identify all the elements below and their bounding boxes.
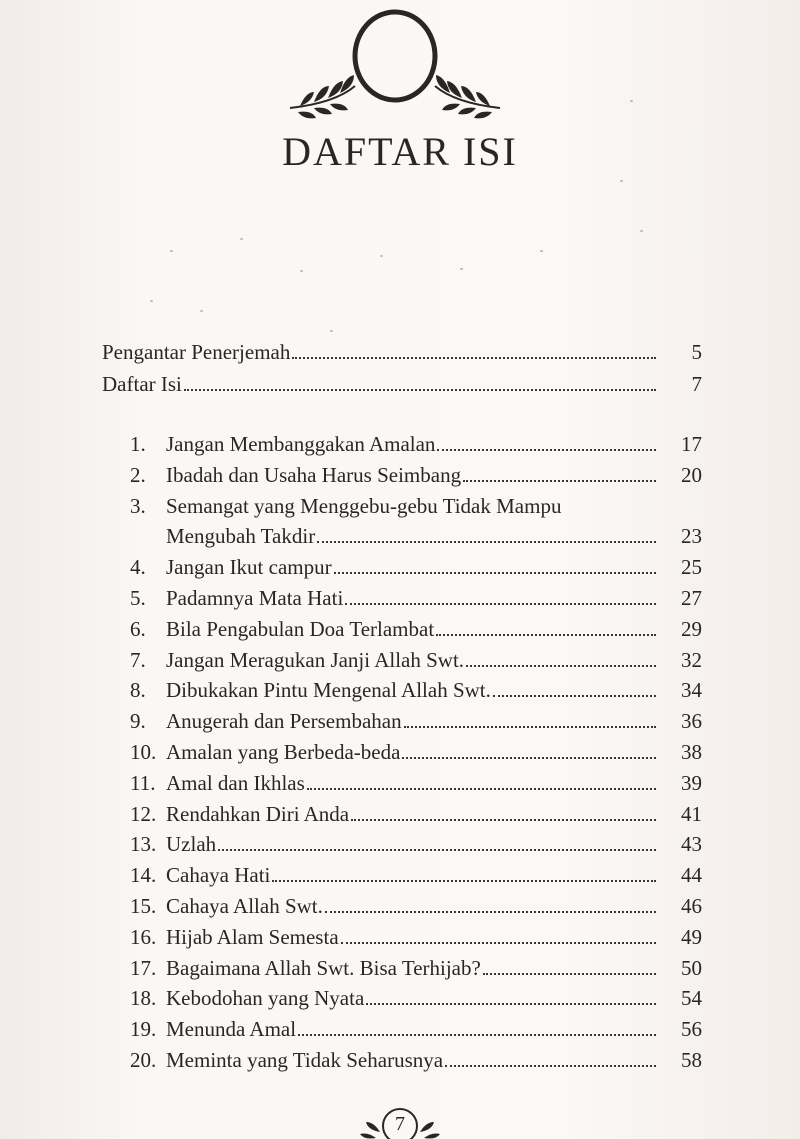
- toc-entry-title: Bagaimana Allah Swt. Bisa Terhijab?: [166, 955, 481, 980]
- toc-entry-page: 56: [681, 1017, 702, 1042]
- dot-leader: [463, 480, 656, 482]
- toc-entry-page: 41: [681, 801, 702, 826]
- toc-entry-title-continuation: Mengubah Takdir: [166, 524, 316, 549]
- toc-entry-title: Amal dan Ikhlas: [166, 770, 305, 795]
- toc-entry-number: 4.: [130, 555, 146, 580]
- toc-entry-page: 7: [691, 372, 702, 396]
- toc-entry-page: 50: [681, 955, 702, 980]
- toc-entry-number: 3.: [130, 493, 146, 518]
- toc-entry-number: 20.: [130, 1048, 157, 1072]
- toc-entry[interactable]: [130, 801, 702, 826]
- laurel-wreath-ornament-icon: [280, 8, 510, 128]
- toc-entry-page: 23: [681, 524, 702, 549]
- toc-entry-title: Ibadah dan Usaha Harus Seimbang: [166, 462, 462, 487]
- toc-entry[interactable]: [102, 374, 702, 395]
- dot-leader: [437, 449, 656, 451]
- toc-entry-title: Cahaya Hati: [166, 863, 271, 888]
- toc-entry-title: Jangan Meragukan Janji Allah Swt.: [166, 647, 465, 672]
- toc-entry-number: 2.: [130, 462, 146, 487]
- toc-entry[interactable]: [130, 955, 702, 980]
- dot-leader: [317, 541, 656, 543]
- dot-leader: [493, 695, 656, 697]
- toc-entry[interactable]: [130, 924, 702, 949]
- toc-entry-page: 38: [681, 740, 702, 764]
- toc-entry[interactable]: [130, 711, 702, 732]
- toc-entry-title: Meminta yang Tidak Seharusnya: [166, 1048, 444, 1072]
- dot-leader: [334, 572, 656, 574]
- toc-entry-number: 15.: [130, 894, 157, 918]
- toc-entry-number: 12.: [130, 801, 157, 826]
- toc-entry-page: 49: [681, 924, 702, 949]
- toc-entry-title: Jangan Membanggakan Amalan: [166, 432, 436, 456]
- toc-entry-page: 36: [681, 709, 702, 734]
- toc-entry[interactable]: [130, 588, 702, 609]
- toc-entry-page: 32: [681, 647, 702, 672]
- toc-entry-title: Rendahkan Diri Anda: [166, 801, 350, 826]
- dot-leader: [307, 788, 656, 790]
- toc-entry[interactable]: [130, 616, 702, 641]
- toc-entry-page: 34: [681, 678, 702, 703]
- toc-entry-page: 29: [681, 616, 702, 641]
- dot-leader: [404, 726, 656, 728]
- dot-leader: [298, 1034, 656, 1036]
- toc-entry-title: Amalan yang Berbeda-beda: [166, 740, 401, 764]
- toc-entry-page: 46: [681, 894, 702, 918]
- toc-entry[interactable]: [130, 988, 702, 1009]
- toc-entry-title: Jangan Ikut campur: [166, 555, 332, 580]
- dot-leader: [351, 819, 656, 821]
- toc-entry[interactable]: [130, 1019, 702, 1040]
- toc-entry[interactable]: [130, 834, 702, 855]
- toc-entry-title: Uzlah: [166, 832, 217, 857]
- toc-entry-page: 25: [681, 555, 702, 580]
- toc-entry-title: Dibukakan Pintu Mengenal Allah Swt.: [166, 678, 491, 703]
- toc-entry-page: 58: [681, 1048, 702, 1072]
- toc-entry-title: Padamnya Mata Hati: [166, 586, 344, 610]
- toc-entry-number: 9.: [130, 709, 146, 734]
- toc-entry-page: 5: [691, 340, 702, 364]
- toc-entry-page: 39: [681, 770, 702, 795]
- toc-entry[interactable]: [130, 434, 702, 455]
- dot-leader: [272, 880, 656, 882]
- toc-entry-page: 44: [681, 863, 702, 888]
- toc-entry[interactable]: [130, 680, 702, 701]
- dot-leader: [341, 942, 656, 944]
- toc-entry-number: 18.: [130, 986, 157, 1011]
- dot-leader: [325, 911, 656, 913]
- toc-entry-number: 5.: [130, 586, 146, 610]
- dot-leader: [436, 634, 656, 636]
- toc-entry-number: 1.: [130, 432, 146, 456]
- toc-entry-number: 17.: [130, 955, 157, 980]
- dot-leader: [483, 973, 656, 975]
- toc-entry-page: 17: [681, 432, 702, 456]
- toc-entry-number: 19.: [130, 1017, 157, 1042]
- toc-entry-title: Menunda Amal: [166, 1017, 297, 1042]
- toc-entry-title: Kebodohan yang Nyata: [166, 986, 365, 1011]
- toc-entry-number: 8.: [130, 678, 146, 703]
- toc-entry-continuation[interactable]: [130, 526, 702, 547]
- toc-entry-title: Semangat yang Menggebu-gebu Tidak Mampu: [166, 493, 562, 518]
- toc-entry-page: 20: [681, 462, 702, 487]
- dot-leader: [218, 849, 656, 851]
- dot-leader: [445, 1065, 656, 1067]
- dot-leader: [292, 357, 656, 359]
- toc-entry[interactable]: [130, 1050, 702, 1071]
- toc-entry-title: Hijab Alam Semesta: [166, 924, 339, 949]
- toc-entry-page: 27: [681, 586, 702, 610]
- toc-entry[interactable]: [130, 557, 702, 578]
- toc-entry[interactable]: [130, 462, 702, 487]
- toc-entry-number: 10.: [130, 740, 157, 764]
- toc-entry[interactable]: [130, 647, 702, 672]
- toc-entry-title: Anugerah dan Persembahan: [166, 709, 402, 734]
- toc-entry-number: 11.: [130, 770, 156, 795]
- dot-leader: [184, 389, 656, 391]
- toc-entry-title: Daftar Isi: [102, 372, 182, 396]
- dot-leader: [402, 757, 656, 759]
- toc-entry-number: 13.: [130, 832, 157, 857]
- toc-entry[interactable]: [130, 493, 702, 518]
- toc-entry[interactable]: [130, 742, 702, 763]
- dot-leader: [466, 665, 656, 667]
- toc-entry-page: 54: [681, 986, 702, 1011]
- toc-entry-title: Pengantar Penerjemah: [102, 340, 291, 364]
- toc-entry-number: 16.: [130, 924, 157, 949]
- toc-entry-number: 6.: [130, 616, 146, 641]
- dot-leader: [345, 603, 656, 605]
- page-title: DAFTAR ISI: [282, 129, 518, 174]
- toc-entry[interactable]: [102, 342, 702, 363]
- toc-entry-page: 43: [681, 832, 702, 857]
- toc-entry-number: 7.: [130, 647, 146, 672]
- dot-leader: [366, 1003, 656, 1005]
- toc-entry-title: Bila Pengabulan Doa Terlambat: [166, 616, 435, 641]
- toc-entry[interactable]: [130, 896, 702, 917]
- page-number: 7: [395, 1113, 405, 1135]
- toc-entry-number: 14.: [130, 863, 157, 888]
- toc-entry-title: Cahaya Allah Swt.: [166, 894, 323, 918]
- toc-entry[interactable]: [130, 865, 702, 886]
- toc-entry[interactable]: [130, 770, 702, 795]
